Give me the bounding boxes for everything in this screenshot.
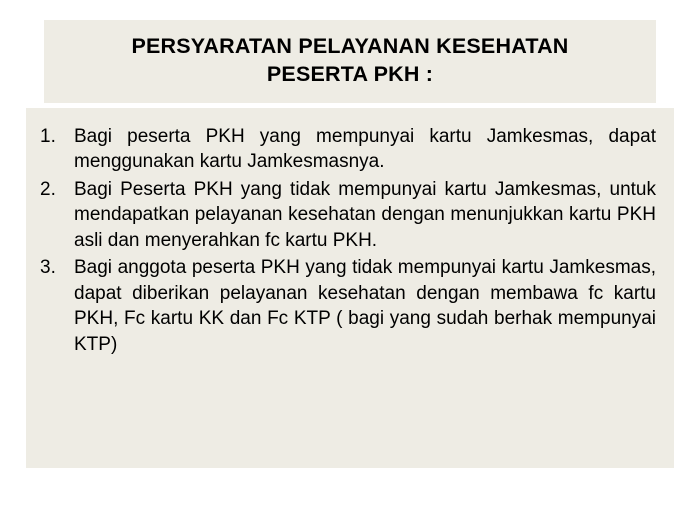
content-block [26, 108, 674, 468]
list-item [40, 177, 656, 253]
list-item-text: Bagi anggota peserta PKH yang tidak mempunyai kartu Jamkesmas, dapat diberikan pelayanan kesehatan dengan membawa fc kartu PKH, Fc kartu KK dan Fc KTP ( bagi yang sudah berhak mempunyai KTP) [74, 257, 656, 355]
requirements-list [40, 124, 656, 357]
page-title-line-1: PERSYARATAN PELAYANAN KESEHATAN [131, 34, 569, 58]
list-item-number: 3. [40, 257, 56, 279]
list-item-text: Bagi peserta PKH yang mempunyai kartu Jamkesmas, dapat menggunakan kartu Jamkesmasnya. [74, 126, 656, 173]
list-item-text: Bagi Peserta PKH yang tidak mempunyai kartu Jamkesmas, untuk mendapatkan pelayanan kesehatan dengan menunjukkan kartu PKH asli dan menyerahkan fc kartu PKH. [74, 178, 656, 251]
list-item-number: 1. [40, 126, 56, 147]
list-item [40, 124, 656, 175]
list-item-number: 2. [40, 178, 56, 200]
title-block [44, 20, 656, 103]
page-title-line-2: PESERTA PKH : [266, 62, 434, 87]
list-item [40, 255, 656, 357]
